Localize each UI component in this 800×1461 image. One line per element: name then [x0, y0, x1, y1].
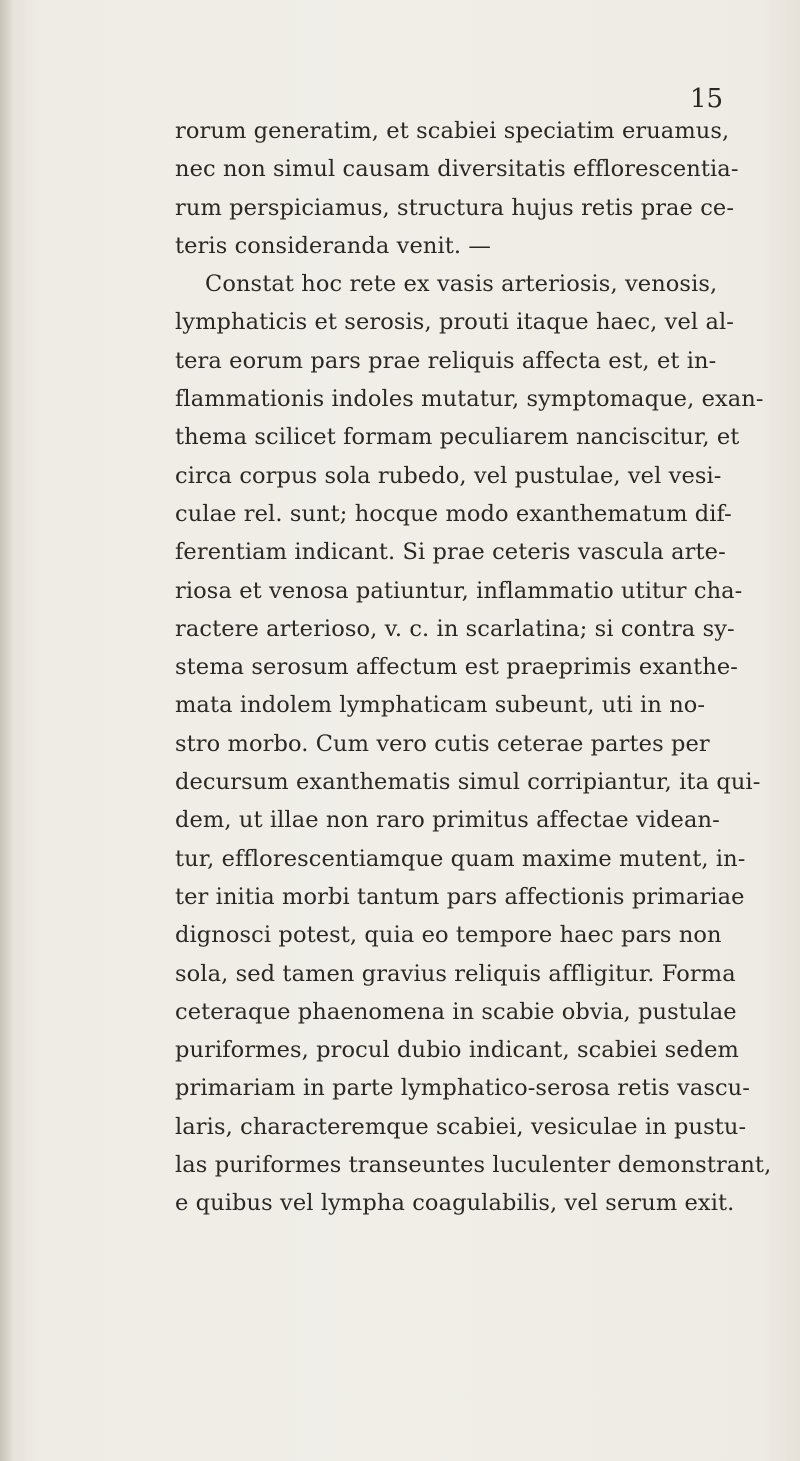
text-line: ceteraque phaenomena in scabie obvia, pustulae	[175, 998, 737, 1025]
text-line: ferentiam indicant. Si prae ceteris vascula arte-	[175, 539, 726, 566]
text-line: puriformes, procul dubio indicant, scabiei sedem	[175, 1037, 739, 1064]
text-line: sola, sed tamen gravius reliquis affligitur. Forma	[175, 960, 736, 987]
text-line: flammationis indoles mutatur, symptomaque, exan-	[175, 386, 764, 413]
text-line: ractere arterioso, v. c. in scarlatina; si contra sy-	[175, 615, 735, 642]
text-line: mata indolem lymphaticam subeunt, uti in no-	[175, 692, 706, 719]
text-line: tera eorum pars prae reliquis affecta est, et in-	[175, 347, 717, 374]
text-line: lymphaticis et serosis, prouti itaque haec, vel al-	[175, 309, 734, 336]
text-line: rum perspiciamus, structura hujus retis prae ce-	[175, 194, 735, 221]
text-line: culae rel. sunt; hocque modo exanthematum dif-	[175, 500, 732, 527]
text-line: primariam in parte lymphatico-serosa retis vascu-	[175, 1075, 750, 1102]
text-line: e quibus vel lympha coagulabilis, vel serum exit.	[175, 1190, 735, 1217]
page-number: 15	[690, 84, 724, 114]
text-line: ter initia morbi tantum pars affectionis primariae	[175, 883, 745, 910]
text-line: riosa et venosa patiuntur, inflammatio utitur cha-	[175, 577, 743, 604]
text-line: stro morbo. Cum vero cutis ceterae partes per	[175, 730, 710, 757]
gutter-shadow	[0, 0, 14, 1461]
text-line: tur, efflorescentiamque quam maxime mutent, in-	[175, 845, 746, 872]
text-line: Constat hoc rete ex vasis arteriosis, venosis,	[205, 271, 718, 298]
text-line: thema scilicet formam peculiarem nanciscitur, et	[175, 424, 740, 451]
text-line: laris, characteremque scabiei, vesiculae in pustu-	[175, 1113, 747, 1140]
text-line: teris consideranda venit. —	[175, 232, 491, 259]
text-line: decursum exanthematis simul corripiantur, ita qui-	[175, 769, 761, 796]
text-line: rorum generatim, et scabiei speciatim eruamus,	[175, 118, 730, 144]
text-line: circa corpus sola rubedo, vel pustulae, vel vesi-	[175, 462, 722, 489]
text-line: stema serosum affectum est praeprimis exanthe-	[175, 654, 738, 681]
text-line: dem, ut illae non raro primitus affectae videan-	[175, 807, 720, 834]
text-line: nec non simul causam diversitatis efflorescentia-	[175, 156, 739, 183]
text-line: dignosci potest, quia eo tempore haec pars non	[175, 922, 722, 949]
body-text	[175, 112, 772, 1223]
text-line: las puriformes transeuntes luculenter demonstrant,	[175, 1152, 772, 1179]
